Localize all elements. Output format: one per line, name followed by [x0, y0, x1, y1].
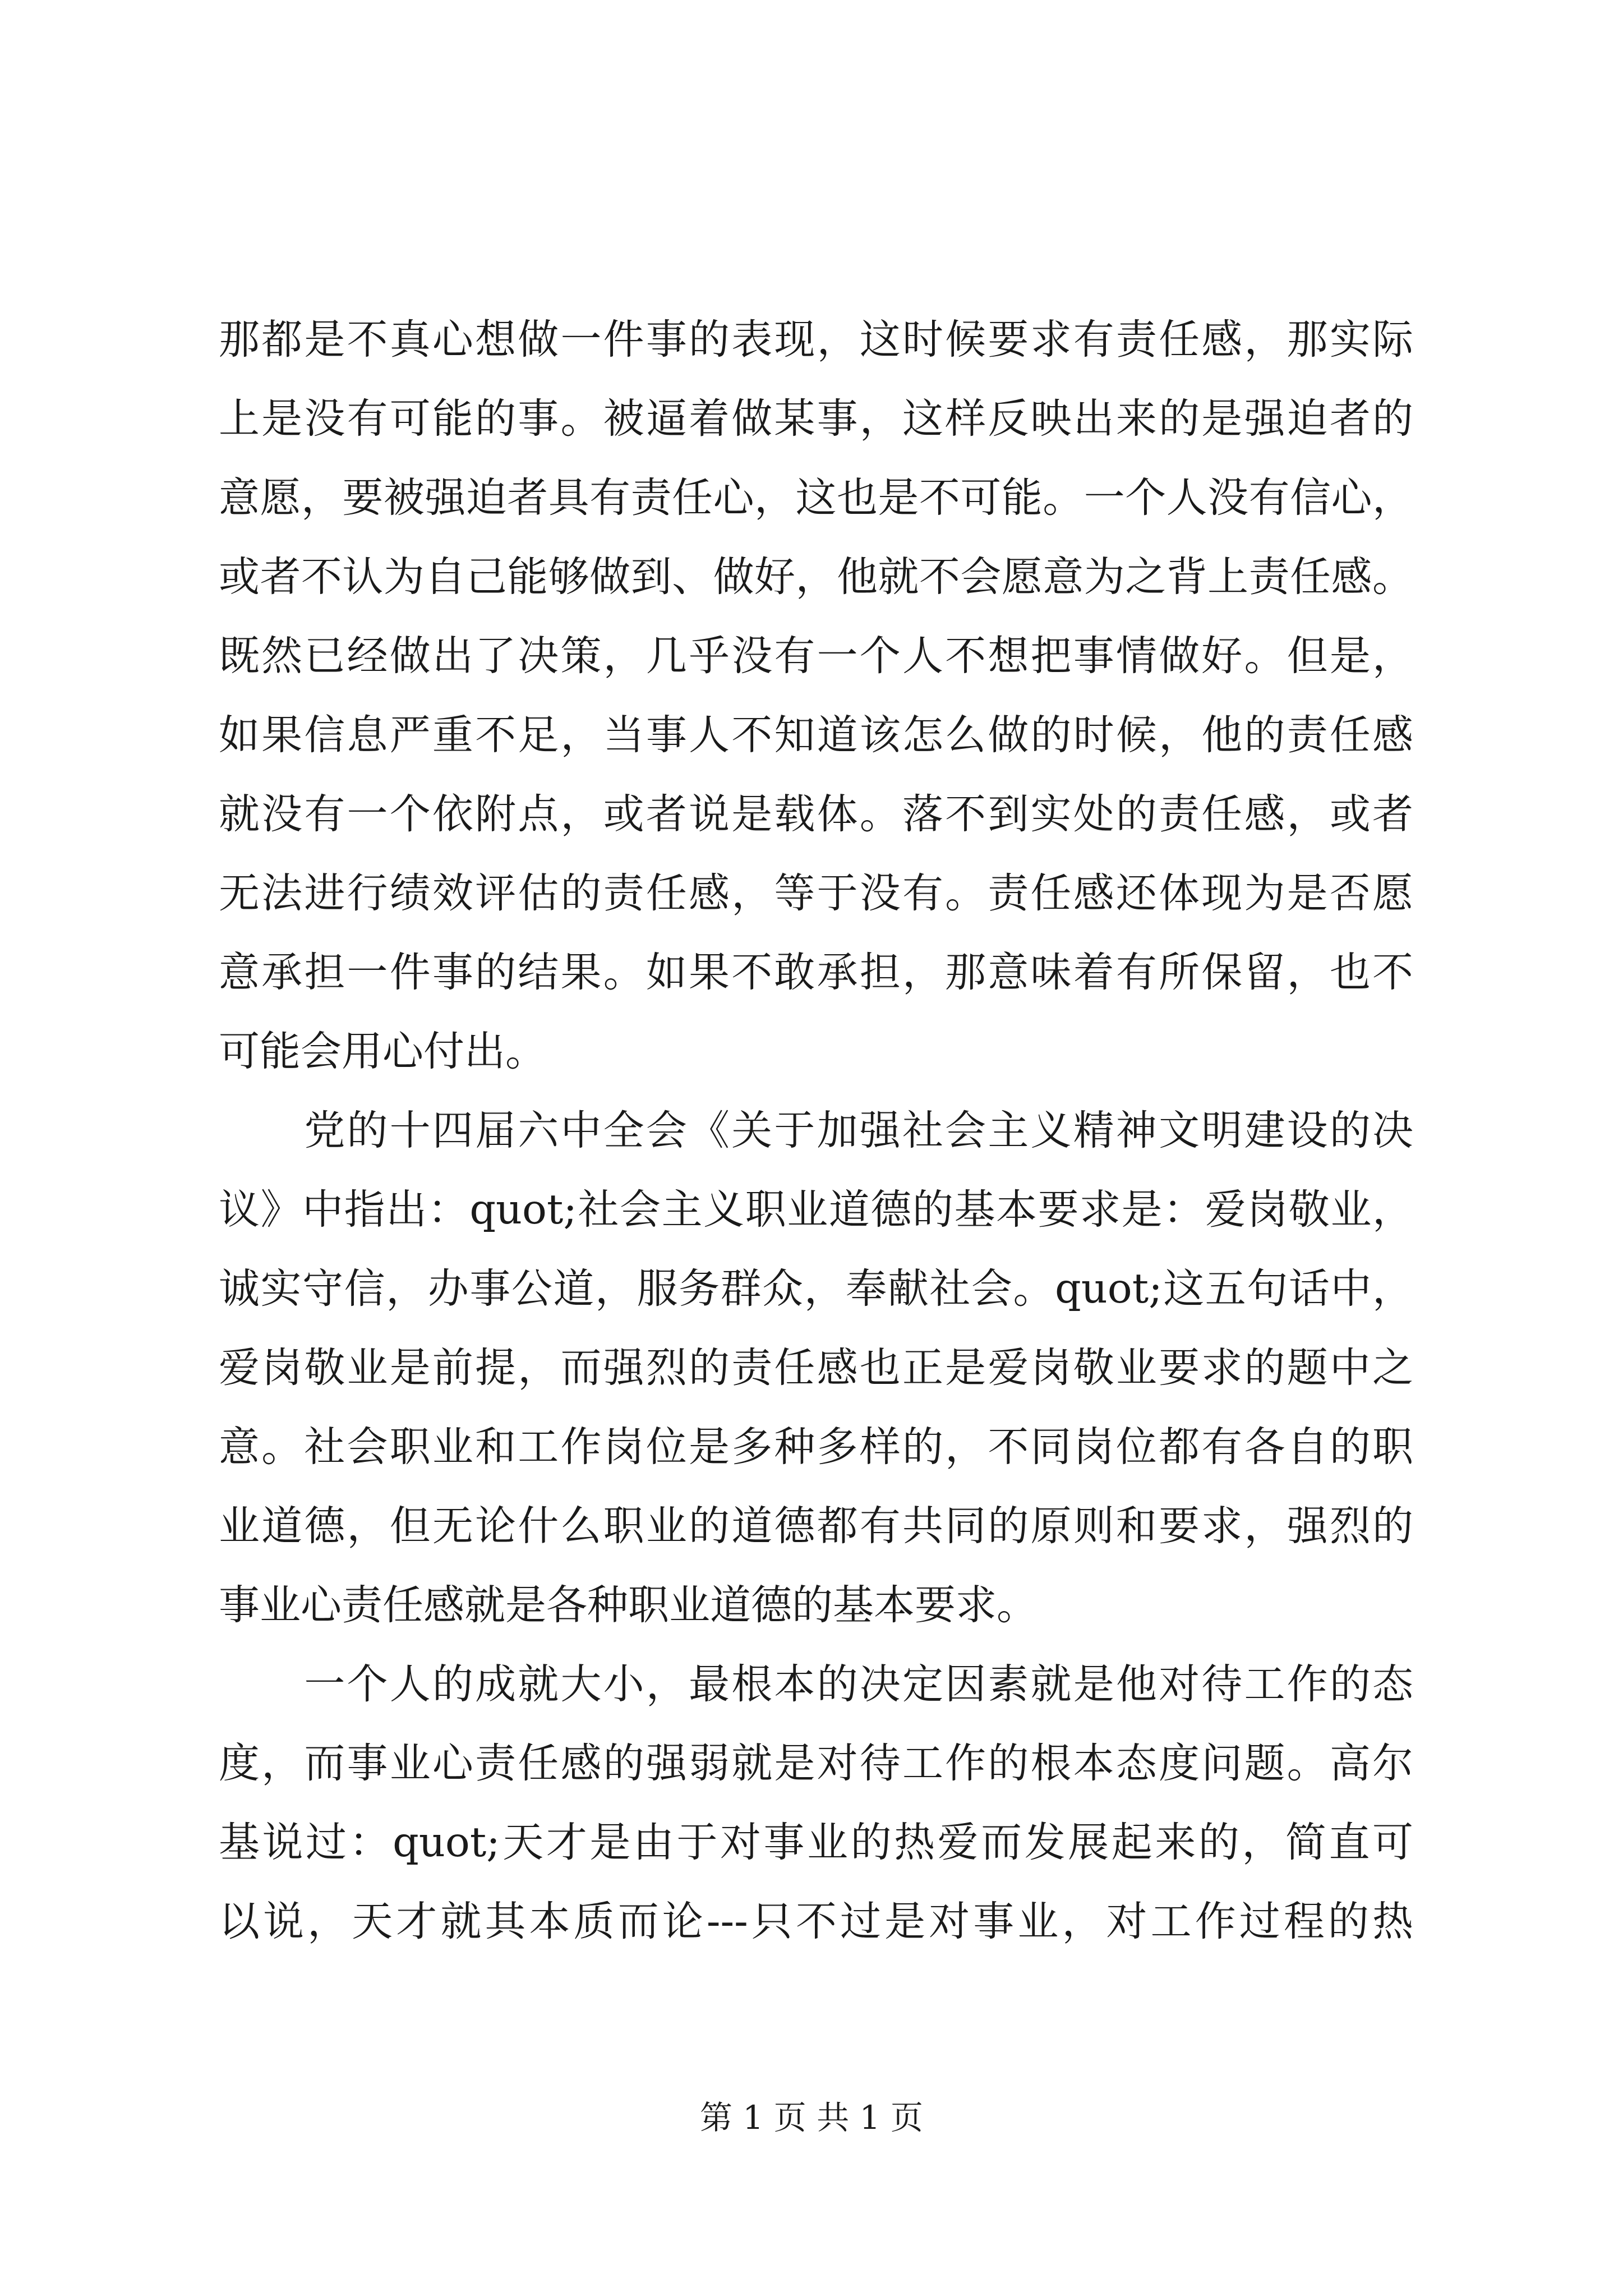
text-line: 党的十四届六中全会《关于加强社会主义精神文明建设的决 [219, 1107, 1413, 1154]
text-line: 那都是不真心想做一件事的表现，这时候要求有责任感，那实际 [219, 316, 1413, 364]
text-line: 议》中指出：quot;社会主义职业道德的基本要求是：爱岗敬业， [219, 1186, 1413, 1234]
paragraph [219, 1645, 1413, 1961]
page-footer: 第 1 页 共 1 页 [700, 2099, 923, 2137]
text-line: 意承担一件事的结果。如果不敢承担，那意味着有所保留，也不 [219, 949, 1413, 996]
text-line: 或者不认为自己能够做到、做好，他就不会愿意为之背上责任感。 [219, 553, 1413, 601]
text-line: 一个人的成就大小，最根本的决定因素就是他对待工作的态 [219, 1660, 1413, 1708]
text-line: 无法进行绩效评估的责任感，等于没有。责任感还体现为是否愿 [219, 869, 1413, 917]
text-line: 就没有一个依附点，或者说是载体。落不到实处的责任感，或者 [219, 790, 1413, 838]
paragraph [219, 300, 1413, 1091]
text-line: 业道德，但无论什么职业的道德都有共同的原则和要求，强烈的 [219, 1502, 1413, 1550]
text-line: 爱岗敬业是前提，而强烈的责任感也正是爱岗敬业要求的题中之 [219, 1344, 1413, 1392]
text-line: 如果信息严重不足，当事人不知道该怎么做的时候，他的责任感 [219, 711, 1413, 759]
text-line: 诚实守信，办事公道，服务群众，奉献社会。quot;这五句话中， [219, 1265, 1413, 1313]
text-line: 意愿，要被强迫者具有责任心，这也是不可能。一个人没有信心， [219, 474, 1413, 522]
text-line: 上是没有可能的事。被逼着做某事，这样反映出来的是强迫者的 [219, 395, 1413, 443]
text-line: 基说过：quot;天才是由于对事业的热爱而发展起来的，简直可 [219, 1819, 1413, 1866]
text-line: 事业心责任感就是各种职业道德的基本要求。 [219, 1581, 1038, 1629]
paragraph [219, 1091, 1413, 1645]
text-line: 以说，天才就其本质而论---只不过是对事业，对工作过程的热 [219, 1898, 1413, 1945]
text-line: 意。社会职业和工作岗位是多种多样的，不同岗位都有各自的职 [219, 1423, 1413, 1471]
document-body [219, 300, 1413, 1961]
text-line: 既然已经做出了决策，几乎没有一个人不想把事情做好。但是， [219, 632, 1413, 680]
text-line: 可能会用心付出。 [219, 1028, 546, 1075]
text-line: 度，而事业心责任感的强弱就是对待工作的根本态度问题。高尔 [219, 1740, 1413, 1787]
